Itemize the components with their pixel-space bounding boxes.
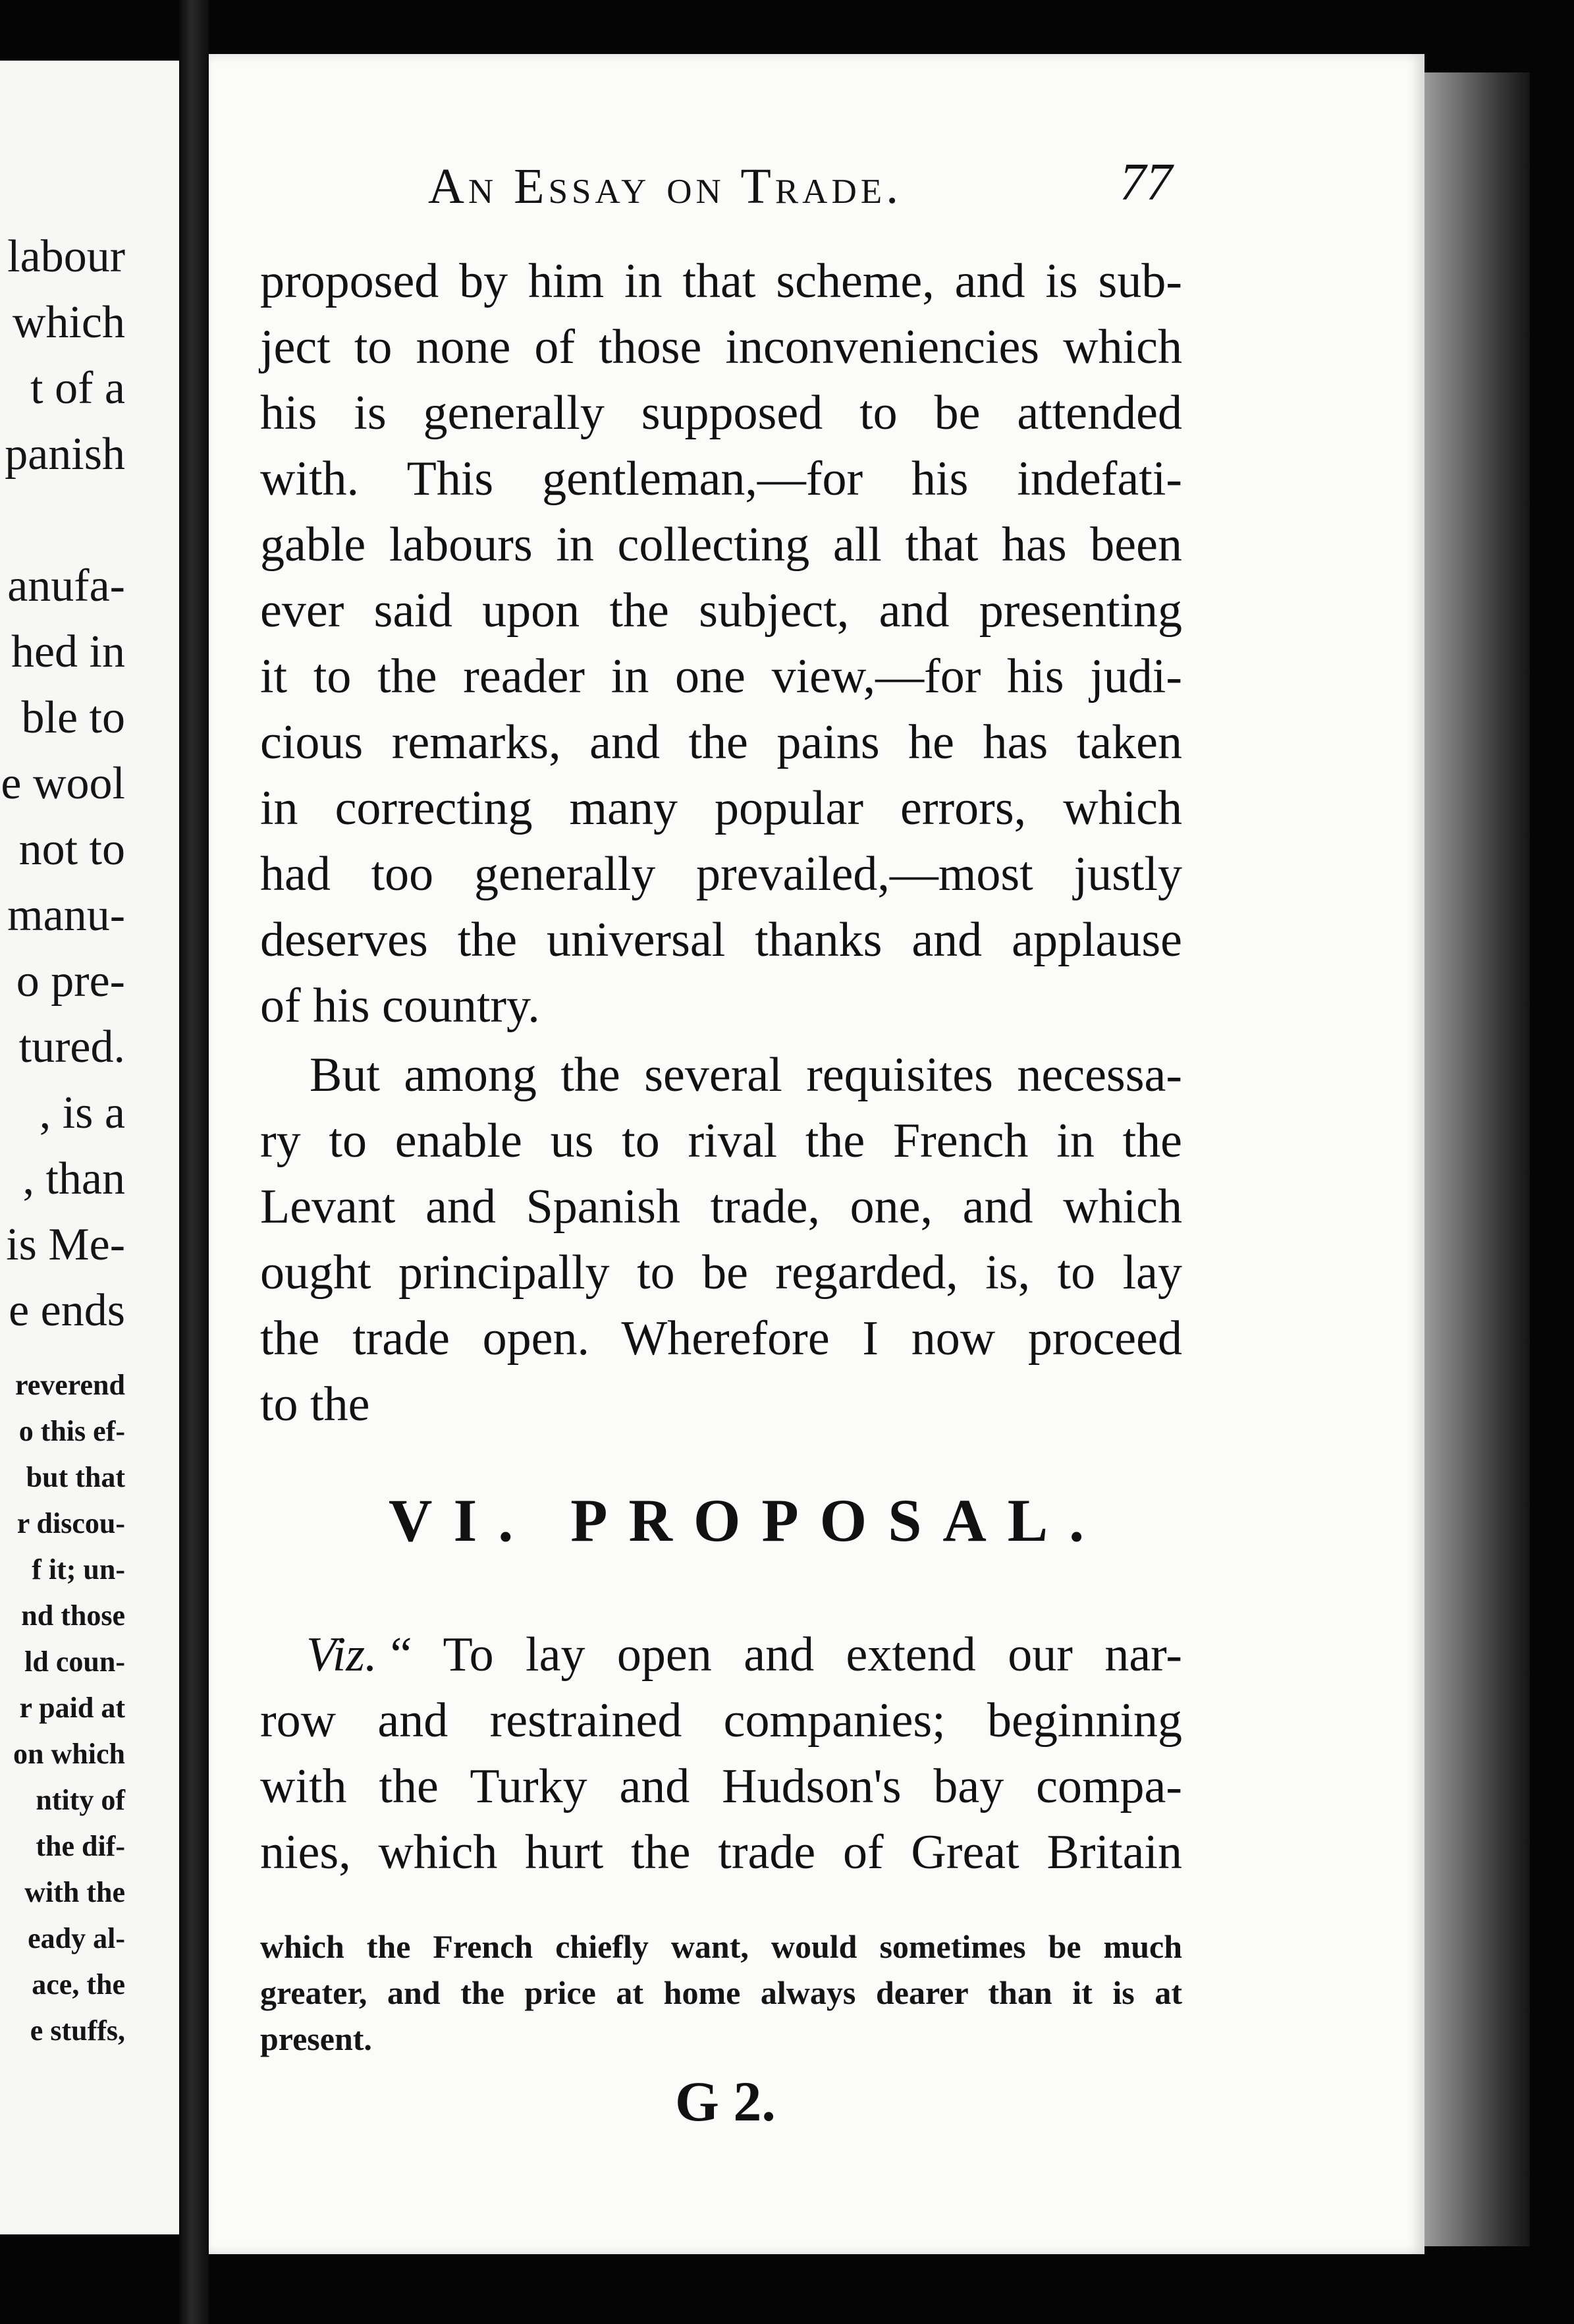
paragraph-line: the trade open. Wherefore I now proceed: [260, 1312, 1182, 1366]
left-note-line: ld coun-: [24, 1646, 125, 1678]
body-line: with. This gentleman,—for his indefati-: [260, 452, 1182, 506]
left-line: anufa-: [7, 561, 125, 611]
left-line: panish: [5, 429, 125, 480]
proposal-line: row and restrained companies; beginning: [260, 1694, 1182, 1748]
left-line: which: [12, 297, 125, 348]
body-line: in correcting many popular errors, which: [260, 781, 1182, 835]
left-line: labour: [7, 231, 125, 282]
page-edge-shadow: [1425, 72, 1530, 2246]
left-note-line: on which: [13, 1738, 125, 1770]
body-line: of his country.: [260, 979, 540, 1033]
left-note-line: r paid at: [19, 1692, 125, 1724]
left-line: e ends: [9, 1285, 125, 1336]
left-line: t of a: [30, 363, 125, 414]
body-line: gable labours in collecting all that has been: [260, 518, 1182, 572]
left-line: , than: [22, 1153, 125, 1204]
body-line: proposed by him in that scheme, and is sub-: [260, 254, 1182, 308]
left-note-line: o this ef-: [18, 1415, 125, 1447]
left-note-line: ntity of: [36, 1784, 125, 1816]
book-gutter: [179, 0, 209, 2324]
page-number: 77: [1120, 153, 1172, 211]
left-line: manu-: [7, 890, 125, 941]
body-line: ject to none of those inconveniencies which: [260, 320, 1182, 374]
paragraph-line: But among the several requisites necessa-: [310, 1048, 1182, 1102]
left-line: ble to: [21, 692, 125, 743]
paragraph-line: ought principally to be regarded, is, to lay: [260, 1246, 1182, 1300]
left-note-line: ace, the: [32, 1968, 125, 2001]
left-note-line: with the: [24, 1876, 125, 1908]
running-head: [428, 158, 1185, 215]
section-heading: VI. PROPOSAL.: [389, 1487, 1106, 1554]
left-line: , is a: [39, 1088, 125, 1138]
left-line: is Me-: [6, 1219, 125, 1270]
paragraph-line: to the: [260, 1377, 370, 1431]
left-note-line: eady al-: [28, 1922, 125, 1954]
left-note-line: but that: [26, 1461, 125, 1493]
left-line: tured.: [18, 1022, 125, 1072]
footnote-line: present.: [260, 2020, 372, 2057]
footnote-line: greater, and the price at home always dearer than it is at: [260, 1974, 1182, 2011]
proposal-line: with the Turky and Hudson's bay compa-: [260, 1759, 1182, 1813]
left-note-line: e stuffs,: [30, 2014, 125, 2047]
proposal-lead: Viz.: [306, 1628, 377, 1682]
left-note-line: r discou-: [16, 1507, 125, 1539]
left-line: hed in: [11, 626, 125, 677]
footnote-line: which the French chiefly want, would sometimes be much: [260, 1928, 1182, 1965]
body-line: had too generally prevailed,—most justly: [260, 847, 1182, 901]
paragraph-line: ry to enable us to rival the French in the: [260, 1114, 1182, 1168]
proposal-first-line: [306, 1628, 1182, 1682]
left-line: o pre-: [16, 956, 125, 1007]
left-note-line: f it; un-: [32, 1553, 125, 1586]
body-line: it to the reader in one view,—for his judi-: [260, 650, 1182, 704]
left-line: e wool: [1, 758, 125, 809]
body-line: cious remarks, and the pains he has taken: [260, 715, 1182, 769]
body-line: deserves the universal thanks and applause: [260, 913, 1182, 967]
body-line: ever said upon the subject, and presenting: [260, 584, 1182, 638]
signature-mark: G 2.: [675, 2070, 776, 2133]
left-line: not to: [18, 824, 125, 875]
left-note-line: the dif-: [36, 1830, 125, 1862]
running-head-title: An Essay on Trade.: [428, 159, 903, 214]
left-note-line: nd those: [21, 1599, 125, 1632]
left-note-line: reverend: [15, 1369, 125, 1401]
proposal-line: nies, which hurt the trade of Great Britain: [260, 1825, 1182, 1879]
left-page: [0, 61, 186, 2234]
body-line: his is generally supposed to be attended: [260, 386, 1182, 440]
paragraph-line: Levant and Spanish trade, one, and which: [260, 1180, 1182, 1234]
proposal-line: “ To lay open and extend our nar-: [390, 1628, 1182, 1682]
